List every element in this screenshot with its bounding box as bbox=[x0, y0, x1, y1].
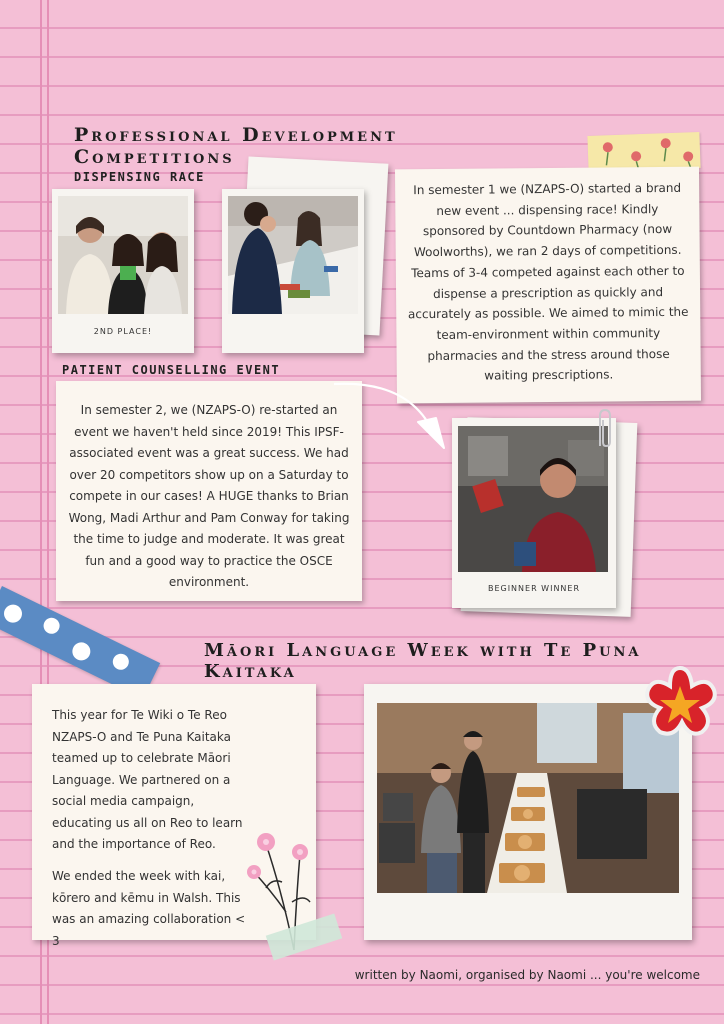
dispensing-race-description bbox=[395, 167, 701, 404]
patient-counselling-text: In semester 2, we (NZAPS-O) re-started an event we haven't held since 2019! This IPSF-associated event was a great success. We had over 20 competitors show up on a Saturday to compete in our cases! A HUGE thanks to Brian Wong, Madi Arthur and Pam Conway for taking the time to judge and moderate. It was great fun and a good way to practice the OSCE environment. bbox=[68, 403, 350, 589]
section-title-maori-language-week: Māori Language Week with Te Puna Kaitaka bbox=[204, 640, 642, 682]
polaroid-caption-second-place: 2ND PLACE! bbox=[93, 327, 153, 336]
footer-credit: written by Naomi, organised by Naomi ... you're welcome bbox=[354, 968, 700, 982]
polaroid-second-place bbox=[52, 189, 194, 353]
red-star-sticker-icon bbox=[640, 664, 720, 740]
maori-language-paragraph-1: This year for Te Wiki o Te Reo NZAPS-O and Te Puna Kaitaka teamed up to celebrate Māori Language. We partnered on a social media campaign, educating us all on Reo to learn and the importance of Reo. bbox=[52, 708, 243, 851]
polaroid-caption-beginner-winner: BEGINNER WINNER bbox=[487, 584, 581, 593]
dispensing-race-heading: DISPENSING RACE bbox=[74, 170, 205, 184]
section-title-professional-development: Professional Development Competitions bbox=[74, 124, 398, 168]
photo-beginner-winner bbox=[458, 426, 608, 572]
blue-washi-tape bbox=[0, 586, 160, 699]
photo-three-students bbox=[58, 196, 188, 314]
white-flower-pattern-icon bbox=[0, 586, 160, 699]
paper-clip-icon bbox=[596, 408, 612, 450]
polaroid-dispensing-team bbox=[222, 189, 364, 353]
photo-team-dispensing bbox=[228, 196, 358, 314]
photo-kai-in-walsh bbox=[377, 703, 679, 893]
patient-counselling-heading: PATIENT COUNSELLING EVENT bbox=[62, 363, 281, 377]
dispensing-race-text: In semester 1 we (NZAPS-O) started a brand new event ... dispensing race! Kindly sponsored by Countdown Pharmacy (now Woolworths), we ran 2 days of competitions. Teams of 3-4 competed against each other to dispense a prescription as quickly and accurately as possible. We aimed to mimic the team-environment within community pharmacies and the stress around those waiting prescriptions. bbox=[407, 180, 689, 383]
polaroid-beginner-winner bbox=[452, 418, 616, 608]
curved-arrow-icon bbox=[330, 378, 450, 468]
maori-language-paragraph-2: We ended the week with kai, kōrero and kēmu in Walsh. This was an amazing collaboration < 3 bbox=[52, 869, 246, 948]
patient-counselling-description bbox=[56, 381, 362, 601]
